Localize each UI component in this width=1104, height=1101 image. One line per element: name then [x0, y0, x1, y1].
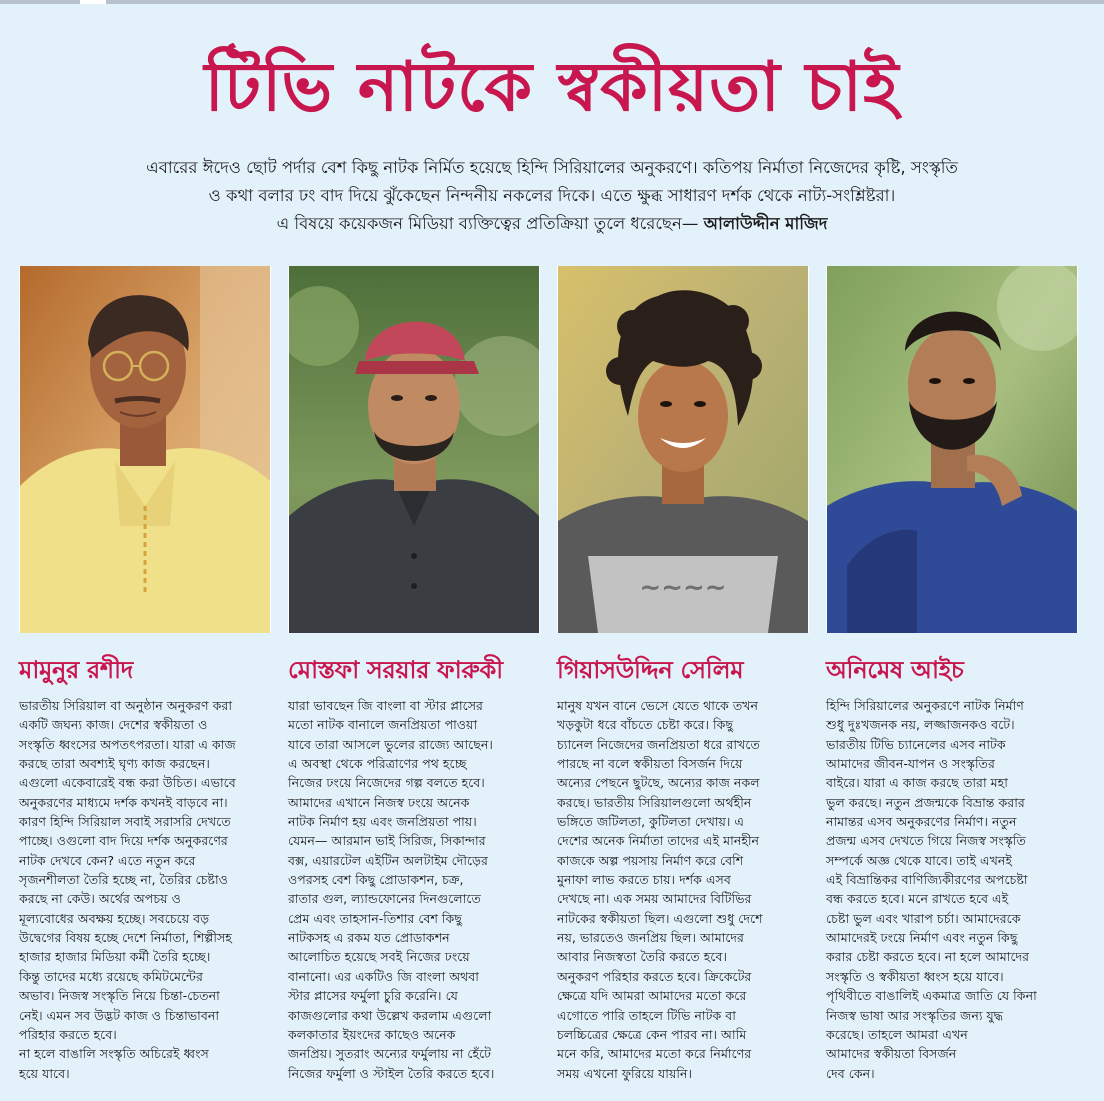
quote-line: প্রেম এবং তাহসান-তিশার বেশ কিছু [288, 910, 462, 926]
quote-line: এই বিভ্রান্তিকর বাণিজ্যিকীরণের অপচেষ্টা [826, 872, 1028, 888]
quote-line: বাইরে। যারা এ কাজ করছে তারা মহা [826, 775, 1008, 791]
portrait-photo-4 [826, 266, 1078, 633]
quote-line: সংস্কৃতি ধ্বংসের অপতৎপরতা। যারা এ কাজ [19, 736, 236, 752]
portrait-photo-1 [19, 266, 271, 633]
quote-line: শুধু দুঃখজনক নয়, লজ্জাজনকও বটে। [826, 717, 1015, 733]
quote-line: পরিহার করতে হবে। [19, 1026, 117, 1042]
intro-line: ও কথা বলার ঢং বাদ দিয়ে ঝুঁকেছেন নিন্দনীয় নকলের দিকে। এতে ক্ষুব্ধ সাধারণ দর্শক থেকে নাট্য-সংশ্লিষ্টরা। [208, 186, 896, 205]
quote-line: এগোতে পারি তাহলে টিভি নাটক বা [557, 1007, 736, 1023]
quote-line: আমাদের জীবন-যাপন ও সংস্কৃতির [826, 756, 995, 772]
quote-line: যাবে তারা আসলে ভুলের রাজ্যে আছেন। [288, 736, 493, 752]
quote-line: নামান্তর এসব অনুকরণের নির্মাণ। নতুন [826, 814, 1017, 830]
quote-line: করার চেষ্টা করতে হবে। না হলে আমাদের [826, 949, 1030, 965]
quote-line: আমাদেরই ঢংয়ে নির্মাণ এবং নতুন কিছু [826, 930, 1018, 946]
quote-line: একটি জঘন্য কাজ। দেশের স্বকীয়তা ও [19, 717, 208, 733]
quote-line: অন্যের পেছনে ছুটছে, অন্যের কাজ নকল [557, 775, 760, 791]
quote-line: আমাদের স্বকীয়তা বিসর্জন [826, 1046, 957, 1062]
quote-line: না হলে বাঙালি সংস্কৃতি অচিরেই ধ্বংস [19, 1046, 209, 1062]
svg-text:~~~~: ~~~~ [639, 573, 727, 603]
quote-line: প্রজন্ম এসব দেখতে গিয়ে নিজস্ব সংস্কৃতি [826, 833, 1026, 849]
quote-line: ওপরসহ বেশ কিছু প্রোডাকশন, চক্র, [288, 872, 464, 888]
quote-line: নাটকের স্বকীয়তা ছিল। এগুলো শুধু দেশে [557, 910, 763, 926]
quote-line: পাচ্ছে। ওগুলো বাদ দিয়ে দর্শক অনুকরণের [19, 833, 228, 849]
intro-line [60, 210, 1044, 238]
quote-line: মনে করি, আমাদের মতো করে নির্মাণের [557, 1046, 752, 1062]
quote-line: হয়ে যাবে। [19, 1065, 70, 1081]
quote-line: সম্পর্কে অজ্ঞ থেকে যাবে। তাই এখনই [826, 852, 1012, 868]
quote-line: যেমন— আরমান ভাই সিরিজ, সিকান্দার [288, 833, 486, 849]
quote-line: দেখছে না। এক সময় আমাদের বিটিভির [557, 891, 752, 907]
intro-line-text: এ বিষয়ে কয়েকজন মিডিয়া ব্যক্তিত্বের প্রতিক্রিয়া তুলে ধরেছেন— [276, 214, 699, 233]
quote-line: আবার নিজস্বতা তৈরি করতে হবে। [557, 949, 727, 965]
quote-line: কারণ হিন্দি সিরিয়াল সবাই সরাসরি দেখতে [19, 814, 231, 830]
quote-line: কাজকে অল্প পয়সায় নির্মাণ করে বেশি [557, 852, 744, 868]
quote-line: অভাব। নিজস্ব সংস্কৃতি নিয়ে চিন্তা-চেতনা [19, 988, 220, 1004]
quote-line: দেশের অনেক নির্মাতা তাদের এই মানহীন [557, 833, 760, 849]
portrait-photo-3 [557, 266, 809, 633]
quote-line: মুনাফা লাভ করতে চায়। দর্শক এসব [557, 872, 731, 888]
quote-line: এগুলো একেবারেই বন্ধ করা উচিত। এভাবে [19, 775, 236, 791]
quote-line: অনুকরণের মাধ্যমে দর্শক কখনই বাড়বে না। [19, 794, 228, 810]
quote-line: হিন্দি সিরিয়ালের অনুকরণে নাটক নির্মাণ [826, 698, 1024, 713]
quote-line: ক্ষেত্রে যদি আমরা আমাদের মতো করে [557, 988, 747, 1004]
quote-line: নিজস্ব ভাষা আর সংস্কৃতির জন্য যুদ্ধ [826, 1007, 1004, 1023]
quote-column-2 [288, 696, 544, 1083]
quote-line: মূল্যবোধের অবক্ষয় হচ্ছে। সবচেয়ে বড় [19, 910, 210, 926]
quote-line: পৃথিবীতে বাঙালিই একমাত্র জাতি যে কিনা [826, 988, 1037, 1004]
quote-line: উদ্বেগের বিষয় হচ্ছে দেশে নির্মাতা, শিল্পীসহ [19, 930, 232, 946]
top-rule-gap [80, 0, 106, 4]
quote-line: বক্স, এয়ারটেল এইটিন অলটাইম দৌড়ের [288, 852, 488, 868]
quote-line: খড়কুটা ধরে বাঁচতে চেষ্টা করে। কিছু [557, 717, 734, 733]
quote-line: দেব কেন। [826, 1065, 875, 1081]
quote-line: পারছে না বলে স্বকীয়তা বিসর্জন দিয়ে [557, 756, 743, 772]
portrait-photo-2 [288, 266, 540, 633]
person-name: অনিমেষ আইচ [826, 656, 964, 684]
person-name: মোস্তফা সরয়ার ফারুকী [288, 656, 503, 684]
quote-line: চলচ্চিত্রের ক্ষেত্রে কেন পারব না। আমি [557, 1026, 747, 1042]
quote-line: চেষ্টা ভুল এবং খারাপ চর্চা। আমাদেরকে [826, 910, 1021, 926]
quote-line: নাটক দেখবে কেন? এতে নতুন করে [19, 852, 196, 868]
quote-column-3 [557, 696, 813, 1083]
quote-column-1 [19, 696, 275, 1083]
quote-line: জনপ্রিয়। সুতরাং অন্যের ফর্মুলায় না হেঁটে [288, 1046, 492, 1062]
quote-line: মানুষ যখন বানে ভেসে যেতে থাকে তখন [557, 698, 759, 713]
intro-paragraph [60, 154, 1044, 238]
quote-line: নয়, ভারতেও জনপ্রিয় ছিল। আমাদের [557, 930, 744, 946]
quote-line: যারা ভাবছেন জি বাংলা বা স্টার প্লাসের [288, 698, 483, 713]
quote-line: নেই। এমন সব উদ্ভট কাজ ও চিন্তাভাবনা [19, 1007, 220, 1023]
quote-line: সময় এখনো ফুরিয়ে যায়নি। [557, 1065, 692, 1081]
quote-line: হাজার হাজার মিডিয়া কর্মী তৈরি হচ্ছে। [19, 949, 211, 965]
quote-line: ভারতীয় সিরিয়াল বা অনুষ্ঠান অনুকরণ করা [19, 698, 232, 713]
quote-line: করছে না কেউ। অর্থের অপচয় ও [19, 891, 181, 907]
intro-line: এবারের ঈদেও ছোট পর্দার বেশ কিছু নাটক নির্মিত হয়েছে হিন্দি সিরিয়ালের অনুকরণে। কতিপয় নির্মাতা নিজেদের কৃষ্টি, সংস্কৃতি [146, 158, 958, 177]
headline: টিভি নাটকে স্বকীয়তা চাই [204, 48, 900, 127]
person-name: গিয়াসউদ্দিন সেলিম [557, 656, 744, 684]
quote-line: নিজের ঢংয়ে নিজেদের গল্প বলতে হবে। [288, 775, 485, 791]
person-name: মামুনুর রশীদ [19, 656, 133, 684]
quote-line: করছে তারা অবশ্যই ঘৃণ্য কাজ করছেন। [19, 756, 210, 772]
quote-line: অনুকরণ পরিহার করতে হবে। ক্রিকেটের [557, 968, 752, 984]
byline: আলাউদ্দীন মাজিদ [703, 214, 828, 233]
quote-line: ভারতীয় টিভি চ্যানেলের এসব নাটক [826, 736, 1006, 752]
quote-line: রাতার গুল, ল্যান্ডফোনের দিনগুলোতে [288, 891, 481, 907]
top-rule [0, 0, 1104, 4]
quote-line: করেছে। তাহলে আমরা এখন [826, 1026, 968, 1042]
quote-line: কিন্তু তাদের মধ্যে রয়েছে কমিটমেন্টের [19, 968, 203, 984]
quote-line: ভঙ্গিতে জটিলতা, কুটিলতা দেখায়। এ [557, 814, 744, 830]
quote-line: এ অবস্থা থেকে পরিত্রাণের পথ হচ্ছে [288, 756, 467, 772]
quote-line: নিজের ফর্মুলা ও স্টাইল তৈরি করতে হবে। [288, 1065, 495, 1081]
quote-line: বন্ধ করতে হবে। মনে রাখতে হবে এই [826, 891, 1009, 907]
quote-line: কাজগুলোর কথা উল্লেখ করলাম এগুলো [288, 1007, 492, 1023]
quote-line: নাটক নির্মাণ হয় এবং জনপ্রিয়তা পায়। [288, 814, 477, 830]
quote-line: নাটকসহ এ রকম যত প্রোডাকশন [288, 930, 450, 946]
quote-line: ভুল করছে। নতুন প্রজন্মকে বিভ্রান্ত করার [826, 794, 1025, 810]
quote-line: মতো নাটক বানালে জনপ্রিয়তা পাওয়া [288, 717, 478, 733]
quote-line: বানানো। এর একটিও জি বাংলা অথবা [288, 968, 479, 984]
quote-line: আলোচিত হয়েছে সবই নিজের ঢংয়ে [288, 949, 470, 965]
quote-line: করছে। ভারতীয় সিরিয়ালগুলো অর্থহীন [557, 794, 752, 810]
quote-line: কলকাতার ইয়ংদের কাছেও অনেক [288, 1026, 456, 1042]
quote-line: আমাদের এখানে নিজস্ব ঢংয়ে অনেক [288, 794, 470, 810]
quote-line: সংস্কৃতি ও স্বকীয়তা ধ্বংস হয়ে যাবে। [826, 968, 1004, 984]
quote-line: স্টার প্লাসের ফর্মুলা চুরি করেনি। যে [288, 988, 458, 1004]
quote-column-4 [826, 696, 1082, 1083]
quote-line: চ্যানেল নিজেদের জনপ্রিয়তা ধরে রাখতে [557, 736, 760, 752]
quote-line: সৃজনশীলতা তৈরি হচ্ছে না, তৈরির চেষ্টাও [19, 872, 228, 888]
